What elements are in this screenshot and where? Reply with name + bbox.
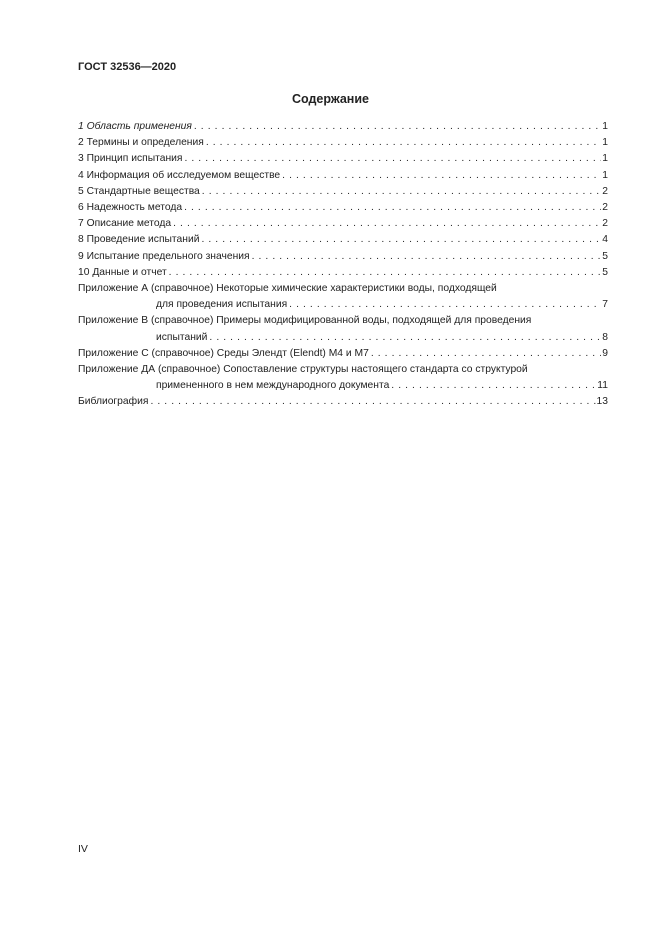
toc-entry[interactable]: [78, 119, 608, 135]
toc-leader: [199, 232, 601, 248]
toc-entry-appendix-a[interactable]: [78, 281, 608, 313]
page-number: IV: [78, 843, 88, 855]
toc-entry-appendix-da[interactable]: [78, 362, 608, 394]
toc-entry[interactable]: [78, 265, 608, 281]
toc-entry-label: 5 Стандартные вещества: [78, 185, 200, 197]
toc-entry-label: 8 Проведение испытаний: [78, 234, 200, 246]
toc-entry-page: 1: [602, 153, 608, 165]
toc-entry-label: 10 Данные и отчет: [78, 266, 167, 278]
toc-entry-label: Приложение ДА (справочное) Сопоставление структуры настоящего стандарта со структурой: [78, 364, 528, 376]
toc-entry-appendix-c[interactable]: [78, 346, 608, 362]
toc-entry-label: 7 Описание метода: [78, 218, 172, 230]
toc-entry-label-continued: испытаний: [156, 331, 208, 343]
toc-entry-page: 1: [602, 169, 608, 181]
toc-entry-label: Приложение А (справочное) Некоторые химические характеристики воды, подходящей: [78, 283, 497, 295]
toc-entry[interactable]: [78, 135, 608, 151]
toc-entry-page: 2: [602, 218, 608, 230]
toc-leader: [389, 378, 596, 394]
toc-leader: [182, 200, 601, 216]
toc-leader: [207, 330, 601, 346]
table-of-contents: [78, 119, 608, 411]
toc-leader: [204, 135, 601, 151]
toc-entry-page: 4: [602, 234, 608, 246]
toc-leader: [182, 151, 601, 167]
toc-entry-page: 1: [602, 137, 608, 149]
toc-entry-page: 11: [597, 380, 608, 392]
toc-entry-bibliography[interactable]: [78, 394, 608, 410]
toc-entry[interactable]: [78, 200, 608, 216]
toc-entry[interactable]: [78, 168, 608, 184]
toc-entry-page: 5: [602, 266, 608, 278]
toc-entry[interactable]: [78, 216, 608, 232]
toc-entry-label: 1 Область применения: [78, 121, 192, 132]
toc-entry-label: Приложение В (справочное) Примеры модифицированной воды, подходящей для проведения: [78, 315, 532, 327]
toc-entry-label: 4 Информация об исследуемом веществе: [78, 169, 281, 181]
document-header: ГОСТ 32536—2020: [78, 61, 177, 73]
toc-leader: [167, 265, 602, 281]
toc-entry-label-continued: для проведения испытания: [156, 299, 288, 311]
toc-entry-label: Приложение С (справочное) Среды Элендт (Elendt) М4 и М7: [78, 347, 369, 359]
toc-entry-page: 8: [602, 331, 608, 343]
toc-leader: [287, 297, 601, 313]
toc-entry-page: 13: [596, 396, 608, 408]
toc-entry[interactable]: [78, 184, 608, 200]
page-title: Содержание: [291, 92, 369, 106]
toc-entry-page: 2: [602, 202, 608, 214]
toc-leader: [148, 394, 595, 410]
toc-entry-label: 2 Термины и определения: [78, 137, 204, 149]
toc-leader: [200, 184, 601, 200]
toc-leader: [250, 249, 602, 265]
toc-leader: [171, 216, 601, 232]
toc-entry-page: 9: [602, 347, 608, 359]
toc-entry-label: Библиография: [78, 396, 149, 408]
toc-entry-label: 3 Принцип испытания: [78, 153, 183, 165]
toc-leader: [280, 168, 601, 184]
toc-entry-appendix-b[interactable]: [78, 313, 608, 345]
toc-entry-page: 5: [602, 250, 608, 262]
toc-entry[interactable]: [78, 151, 608, 167]
toc-entry-label-continued: примененного в нем международного документа: [156, 380, 390, 392]
toc-entry-label: 9 Испытание предельного значения: [78, 250, 250, 262]
toc-entry-label: 6 Надежность метода: [78, 202, 183, 214]
toc-entry-page: 7: [602, 299, 608, 311]
toc-entry-page: 1: [602, 121, 608, 132]
toc-entry-page: 2: [602, 185, 608, 197]
toc-entry[interactable]: [78, 249, 608, 265]
toc-leader: [192, 119, 601, 135]
toc-leader: [369, 346, 601, 362]
toc-entry[interactable]: [78, 232, 608, 248]
